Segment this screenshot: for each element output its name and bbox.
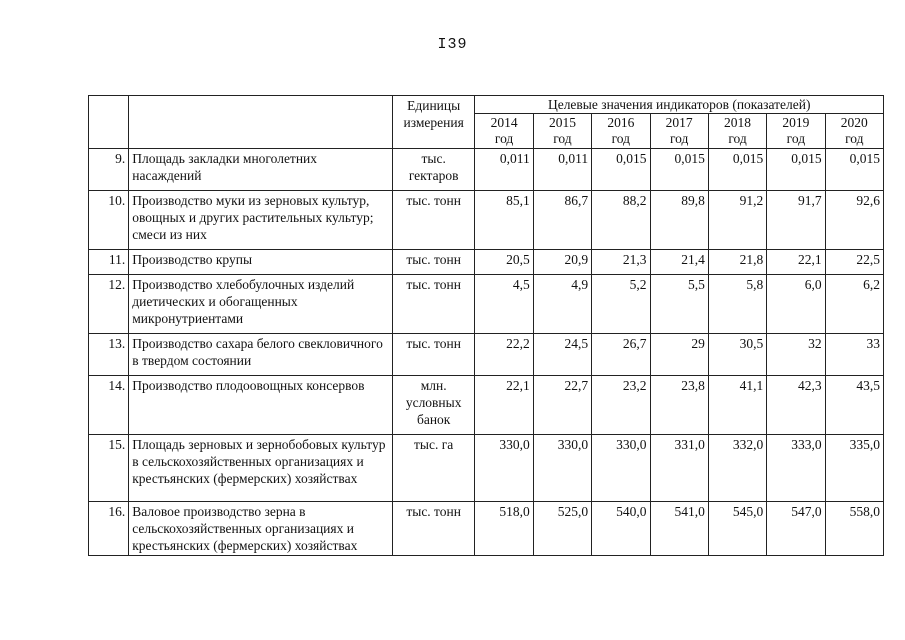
- value-cell: 30,5: [708, 334, 766, 376]
- row-number: 16.: [89, 502, 129, 556]
- value-cell: 6,2: [825, 275, 883, 334]
- table-row: [89, 149, 884, 191]
- value-cell: 0,015: [708, 149, 766, 191]
- value-cell: 26,7: [592, 334, 650, 376]
- indicator-name: Производство крупы: [129, 250, 393, 275]
- value-cell: 5,2: [592, 275, 650, 334]
- table-row: [89, 250, 884, 275]
- value-cell: 20,5: [475, 250, 533, 275]
- header-year-word: год: [494, 131, 514, 146]
- value-cell: 41,1: [708, 376, 766, 435]
- value-cell: 541,0: [650, 502, 708, 556]
- indicators-table: [88, 95, 884, 556]
- table-row: [89, 502, 884, 556]
- value-cell: 335,0: [825, 435, 883, 502]
- header-target-values: Целевые значения индикаторов (показателей): [475, 96, 884, 114]
- unit-cell: тыс. тонн: [392, 334, 475, 376]
- value-cell: 32: [767, 334, 825, 376]
- header-year-word: год: [553, 131, 572, 146]
- row-number: 10.: [89, 191, 129, 250]
- header-year-value: 2016: [607, 115, 635, 130]
- header-name-cell: [129, 96, 393, 149]
- value-cell: 330,0: [475, 435, 533, 502]
- header-year-word: год: [728, 131, 747, 146]
- indicator-name: Производство плодоовощных консервов: [129, 376, 393, 435]
- header-year-value: 2014: [490, 115, 518, 130]
- value-cell: 42,3: [767, 376, 825, 435]
- value-cell: 6,0: [767, 275, 825, 334]
- value-cell: 22,1: [767, 250, 825, 275]
- value-cell: 331,0: [650, 435, 708, 502]
- value-cell: 91,2: [708, 191, 766, 250]
- value-cell: 330,0: [592, 435, 650, 502]
- value-cell: 23,8: [650, 376, 708, 435]
- header-year-2020: [825, 114, 883, 149]
- value-cell: 88,2: [592, 191, 650, 250]
- row-number: 15.: [89, 435, 129, 502]
- unit-cell: тыс. га: [392, 435, 475, 502]
- header-year-value: 2017: [665, 115, 693, 130]
- table-row: [89, 191, 884, 250]
- value-cell: 22,5: [825, 250, 883, 275]
- table-row: [89, 275, 884, 334]
- value-cell: 4,9: [533, 275, 591, 334]
- header-year-2016: [592, 114, 650, 149]
- header-year-2019: [767, 114, 825, 149]
- unit-cell: тыс. тонн: [392, 275, 475, 334]
- value-cell: 20,9: [533, 250, 591, 275]
- row-number: 11.: [89, 250, 129, 275]
- header-year-word: год: [669, 131, 689, 146]
- value-cell: 0,015: [825, 149, 883, 191]
- header-year-value: 2019: [782, 115, 810, 130]
- header-year-word: год: [611, 131, 631, 146]
- value-cell: 85,1: [475, 191, 533, 250]
- value-cell: 0,011: [475, 149, 533, 191]
- unit-cell: тыс. тонн: [392, 502, 475, 556]
- value-cell: 545,0: [708, 502, 766, 556]
- indicator-name: Производство сахара белого свекловичного в твердом состоянии: [129, 334, 393, 376]
- value-cell: 86,7: [533, 191, 591, 250]
- value-cell: 89,8: [650, 191, 708, 250]
- value-cell: 330,0: [533, 435, 591, 502]
- page-number: I39: [437, 36, 468, 53]
- table-row: [89, 376, 884, 435]
- row-number: 9.: [89, 149, 129, 191]
- value-cell: 21,4: [650, 250, 708, 275]
- value-cell: 5,8: [708, 275, 766, 334]
- unit-cell: млн. условных банок: [392, 376, 475, 435]
- row-number: 14.: [89, 376, 129, 435]
- header-year-word: год: [786, 131, 806, 146]
- unit-cell: тыс. гектаров: [392, 149, 475, 191]
- value-cell: 33: [825, 334, 883, 376]
- table-row: [89, 435, 884, 502]
- value-cell: 22,1: [475, 376, 533, 435]
- header-year-value: 2015: [548, 115, 576, 130]
- header-year-2017: [650, 114, 708, 149]
- value-cell: 0,011: [533, 149, 591, 191]
- header-year-value: 2018: [724, 115, 752, 130]
- value-cell: 547,0: [767, 502, 825, 556]
- value-cell: 24,5: [533, 334, 591, 376]
- value-cell: 332,0: [708, 435, 766, 502]
- value-cell: 21,8: [708, 250, 766, 275]
- value-cell: 5,5: [650, 275, 708, 334]
- unit-cell: тыс. тонн: [392, 191, 475, 250]
- header-year-2018: [708, 114, 766, 149]
- value-cell: 0,015: [592, 149, 650, 191]
- indicator-name: Производство хлебобулочных изделий диетических и обогащенных микронутриентами: [129, 275, 393, 334]
- indicator-name: Валовое производство зерна в сельскохозяйственных организациях и крестьянских (фермерских) хозяйствах: [129, 502, 393, 556]
- value-cell: 21,3: [592, 250, 650, 275]
- value-cell: 0,015: [767, 149, 825, 191]
- row-number: 12.: [89, 275, 129, 334]
- value-cell: 540,0: [592, 502, 650, 556]
- unit-cell: тыс. тонн: [392, 250, 475, 275]
- row-number: 13.: [89, 334, 129, 376]
- table-row: [89, 334, 884, 376]
- header-year-word: год: [845, 131, 864, 146]
- value-cell: 22,2: [475, 334, 533, 376]
- indicator-name: Площадь закладки многолетних насаждений: [129, 149, 393, 191]
- value-cell: 333,0: [767, 435, 825, 502]
- header-year-value: 2020: [840, 115, 868, 130]
- indicator-name: Площадь зерновых и зернобобовых культур в сельскохозяйственных организациях и крестьянских (фермерских) хозяйствах: [129, 435, 393, 502]
- value-cell: 525,0: [533, 502, 591, 556]
- value-cell: 0,015: [650, 149, 708, 191]
- value-cell: 23,2: [592, 376, 650, 435]
- value-cell: 558,0: [825, 502, 883, 556]
- value-cell: 4,5: [475, 275, 533, 334]
- indicator-name: Производство муки из зерновых культур, овощных и других растительных культур; смеси из них: [129, 191, 393, 250]
- header-year-2015: [533, 114, 591, 149]
- value-cell: 92,6: [825, 191, 883, 250]
- value-cell: 518,0: [475, 502, 533, 556]
- header-units: Единицы измерения: [392, 96, 475, 149]
- header-year-2014: [475, 114, 533, 149]
- value-cell: 43,5: [825, 376, 883, 435]
- header-num-cell: [89, 96, 129, 149]
- value-cell: 29: [650, 334, 708, 376]
- value-cell: 91,7: [767, 191, 825, 250]
- value-cell: 22,7: [533, 376, 591, 435]
